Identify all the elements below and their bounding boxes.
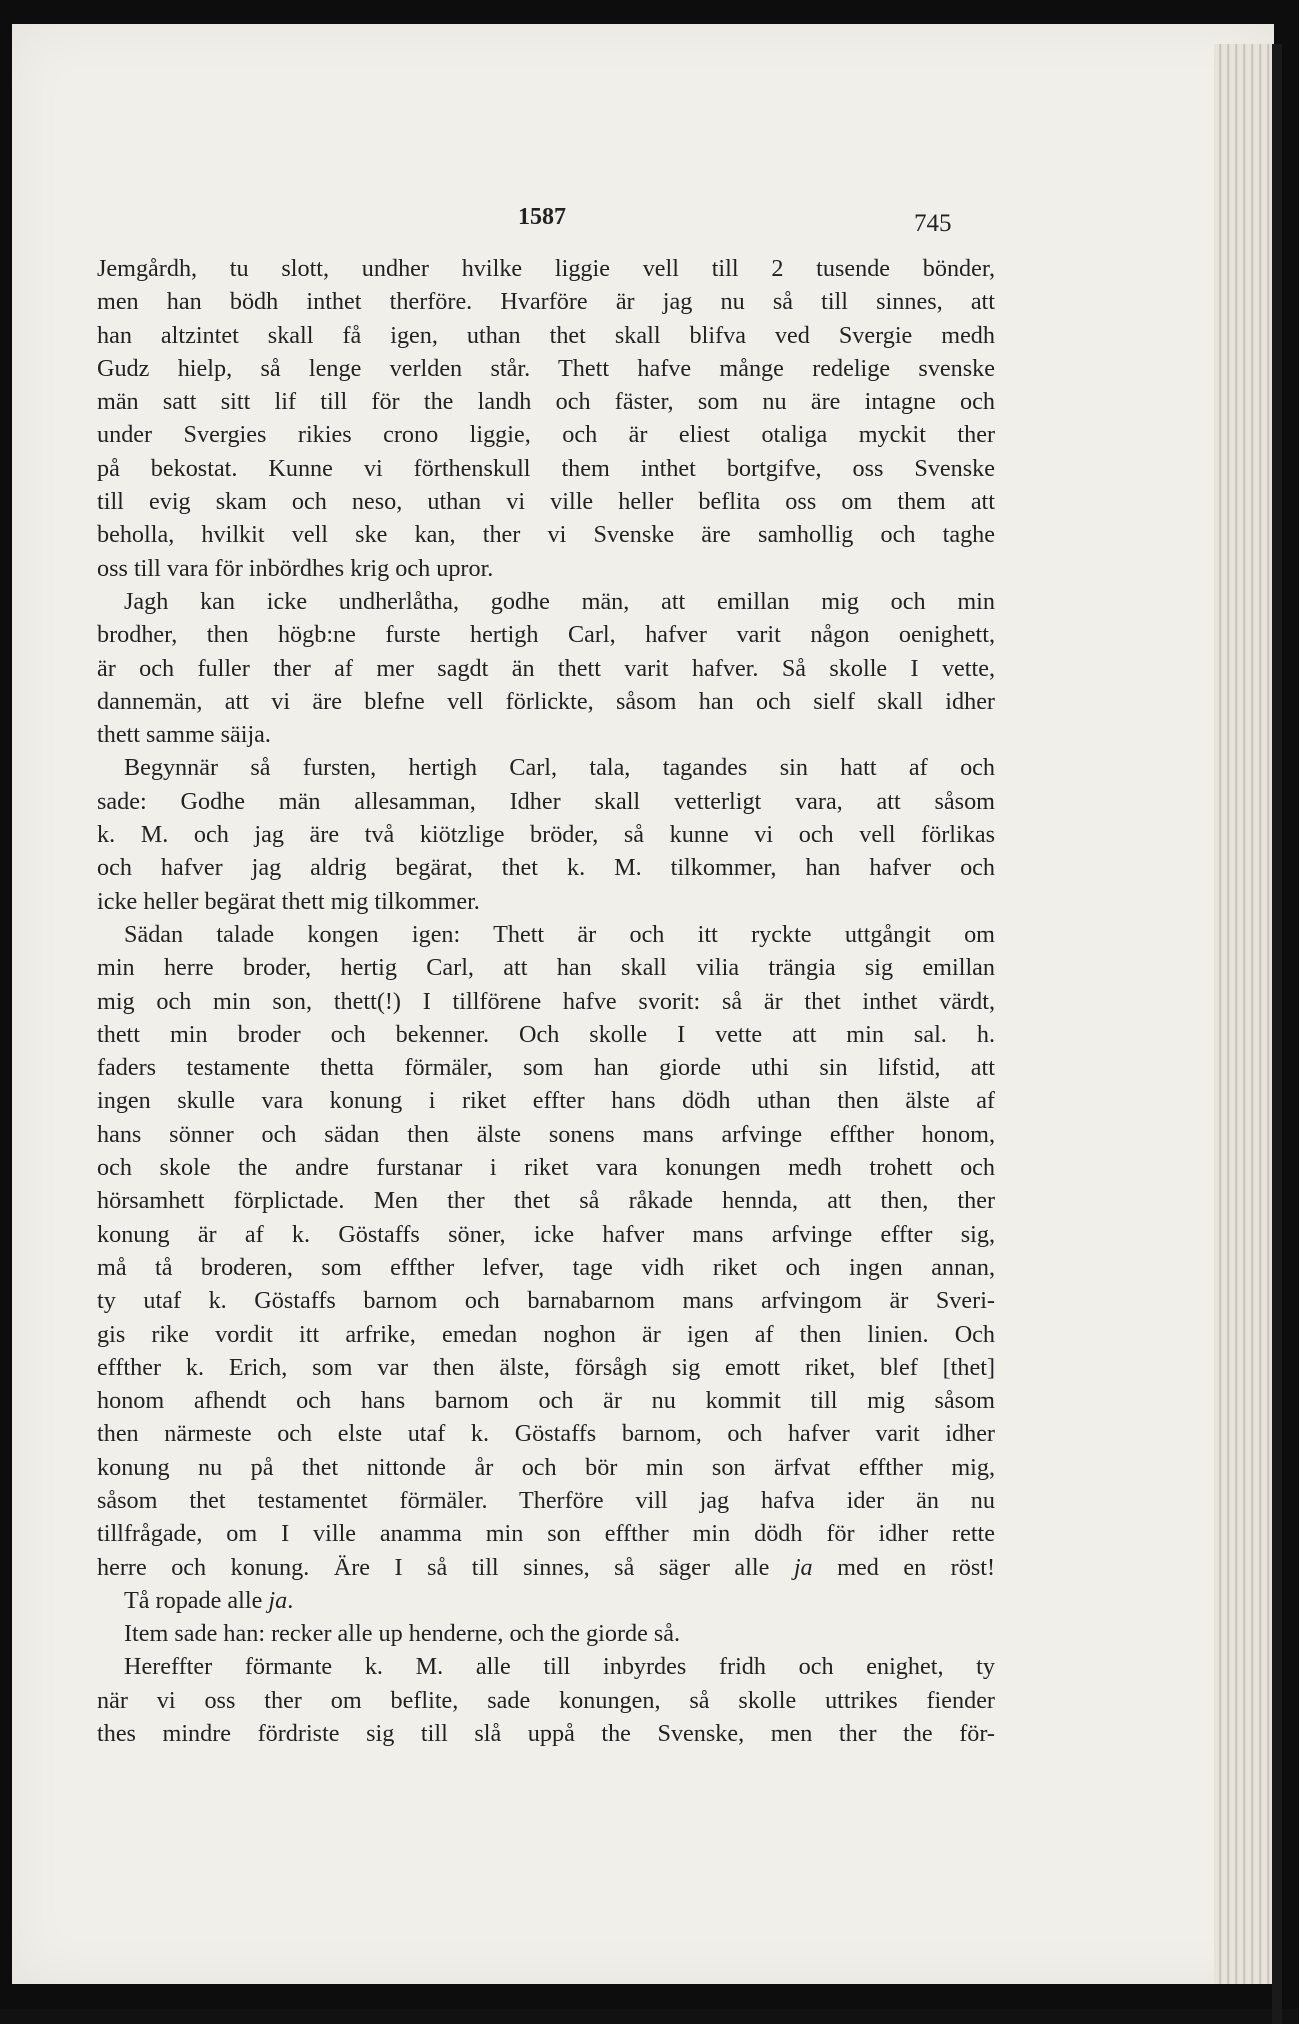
text-line: mig och min son, thett(!) I tillförene hafve svorit: så är thet inthet värdt, [97,987,995,1015]
text-line: ty utaf k. Göstaffs barnom och barnabarnom mans arfvingom är Sveri- [97,1287,995,1315]
text-line: till evig skam och neso, uthan vi ville heller beflita oss om them att [97,488,995,516]
text-line: thes mindre fördriste sig till slå uppå the Svenske, men ther the för- [97,1720,995,1748]
text-line: dannemän, att vi äre blefne vell förlickte, såsom han och sielf skall idher [97,687,995,715]
running-header [12,200,1262,240]
text-line: icke heller begärat thett mig tilkommer. [97,887,480,915]
text-line: hörsamhett förplictade. Men ther thet så råkade hennda, att then, ther [97,1187,995,1215]
text-line: Item sade han: recker alle up henderne, och the giorde så. [124,1620,681,1648]
text-line: beholla, hvilkit vell ske kan, ther vi Svenske äre samhollig och taghe [97,521,995,549]
text-line: Jagh kan icke undherlåtha, godhe män, att emillan mig och min [124,587,995,615]
text-line: han altzintet skall få igen, uthan thet skall blifva ved Svergie medh [97,321,995,349]
text-line: såsom thet testamentet förmäler. Therföre vill jag hafva ider än nu [97,1486,995,1514]
text-line: min herre broder, hertig Carl, att han skall vilia trängia sig emillan [97,954,995,982]
text-line: konung nu på thet nittonde år och bör min son ärfvat effther mig, [97,1453,995,1481]
text-line: then närmeste och elste utaf k. Göstaffs barnom, och hafver varit idher [97,1420,995,1448]
body-text [97,252,995,1750]
text-line: herre och konung. Äre I så till sinnes, så säger alle ja med en röst! [97,1553,996,1581]
text-line: tillfrågade, om I ville anamma min son effther min dödh för idher rette [97,1520,995,1548]
text-line: oss till vara för inbördhes krig och upror. [97,554,494,582]
text-line: när vi oss ther om beflite, sade konungen, så skolle uttrikes fiender [97,1686,995,1714]
text-line: effther k. Erich, som var then älste, försågh sig emott riket, blef [thet] [97,1353,995,1381]
text-line: brodher, then högb:ne furste hertigh Carl, hafver varit någon oenighett, [97,621,995,649]
book-page [12,24,1274,1984]
text-line: gis rike vordit itt arfrike, emedan noghon är igen af then linien. Och [97,1320,995,1348]
text-line: Begynnär så fursten, hertigh Carl, tala, tagandes sin hatt af och [124,754,995,782]
text-line: sade: Godhe män allesamman, Idher skall vetterligt vara, att såsom [97,787,995,815]
text-line: på bekostat. Kunne vi förthenskull them inthet bortgifve, oss Svenske [97,454,995,482]
text-line: Tå ropade alle ja. [124,1586,294,1614]
text-line: och hafver jag aldrig begärat, thet k. M. tilkommer, han hafver och [97,854,995,882]
text-line: faders testamente thetta förmäler, som han giorde uthi sin lifstid, att [97,1054,995,1082]
text-line: må tå broderen, som effther lefver, tage vidh riket och ingen annan, [97,1253,995,1281]
text-line: under Svergies rikies crono liggie, och är eliest otaliga myckit ther [97,421,995,449]
text-line: ingen skulle vara konung i riket effter hans dödh uthan then älste af [97,1087,995,1115]
header-year: 1587 [518,204,566,230]
text-line: Sädan talade kongen igen: Thett är och itt ryckte uttgångit om [124,920,995,948]
page-edges [1214,44,1274,1984]
text-line: thett samme säija. [97,721,271,749]
text-line: är och fuller ther af mer sagdt än thett varit hafver. Så skolle I vette, [97,654,995,682]
text-line: men han bödh inthet therföre. Hvarföre är jag nu så till sinnes, att [97,288,995,316]
text-line: hans sönner och sädan then älste sonens mans arfvinge effther honom, [97,1120,995,1148]
text-line: Hereffter förmante k. M. alle till inbyrdes fridh och enighet, ty [124,1653,995,1681]
text-line: k. M. och jag äre två kiötzlige bröder, så kunne vi och vell förlikas [97,821,995,849]
page-number: 745 [914,210,952,237]
text-line: män satt sitt lif till för the landh och fäster, som nu äre intagne och [97,388,995,416]
text-line: thett min broder och bekenner. Och skolle I vette att min sal. h. [97,1020,995,1048]
text-line: konung är af k. Göstaffs söner, icke hafver mans arfvinge effter sig, [97,1220,995,1248]
text-line: honom afhendt och hans barnom och är nu kommit till mig såsom [97,1387,995,1415]
text-line: Jemgårdh, tu slott, undher hvilke liggie vell till 2 tusende bönder, [97,255,995,282]
page-edge-shadow [1272,44,1282,2024]
text-line: Gudz hielp, så lenge verlden står. Thett hafve månge redelige svenske [97,354,995,382]
text-line: och skole the andre furstanar i riket vara konungen medh trohett och [97,1154,995,1182]
